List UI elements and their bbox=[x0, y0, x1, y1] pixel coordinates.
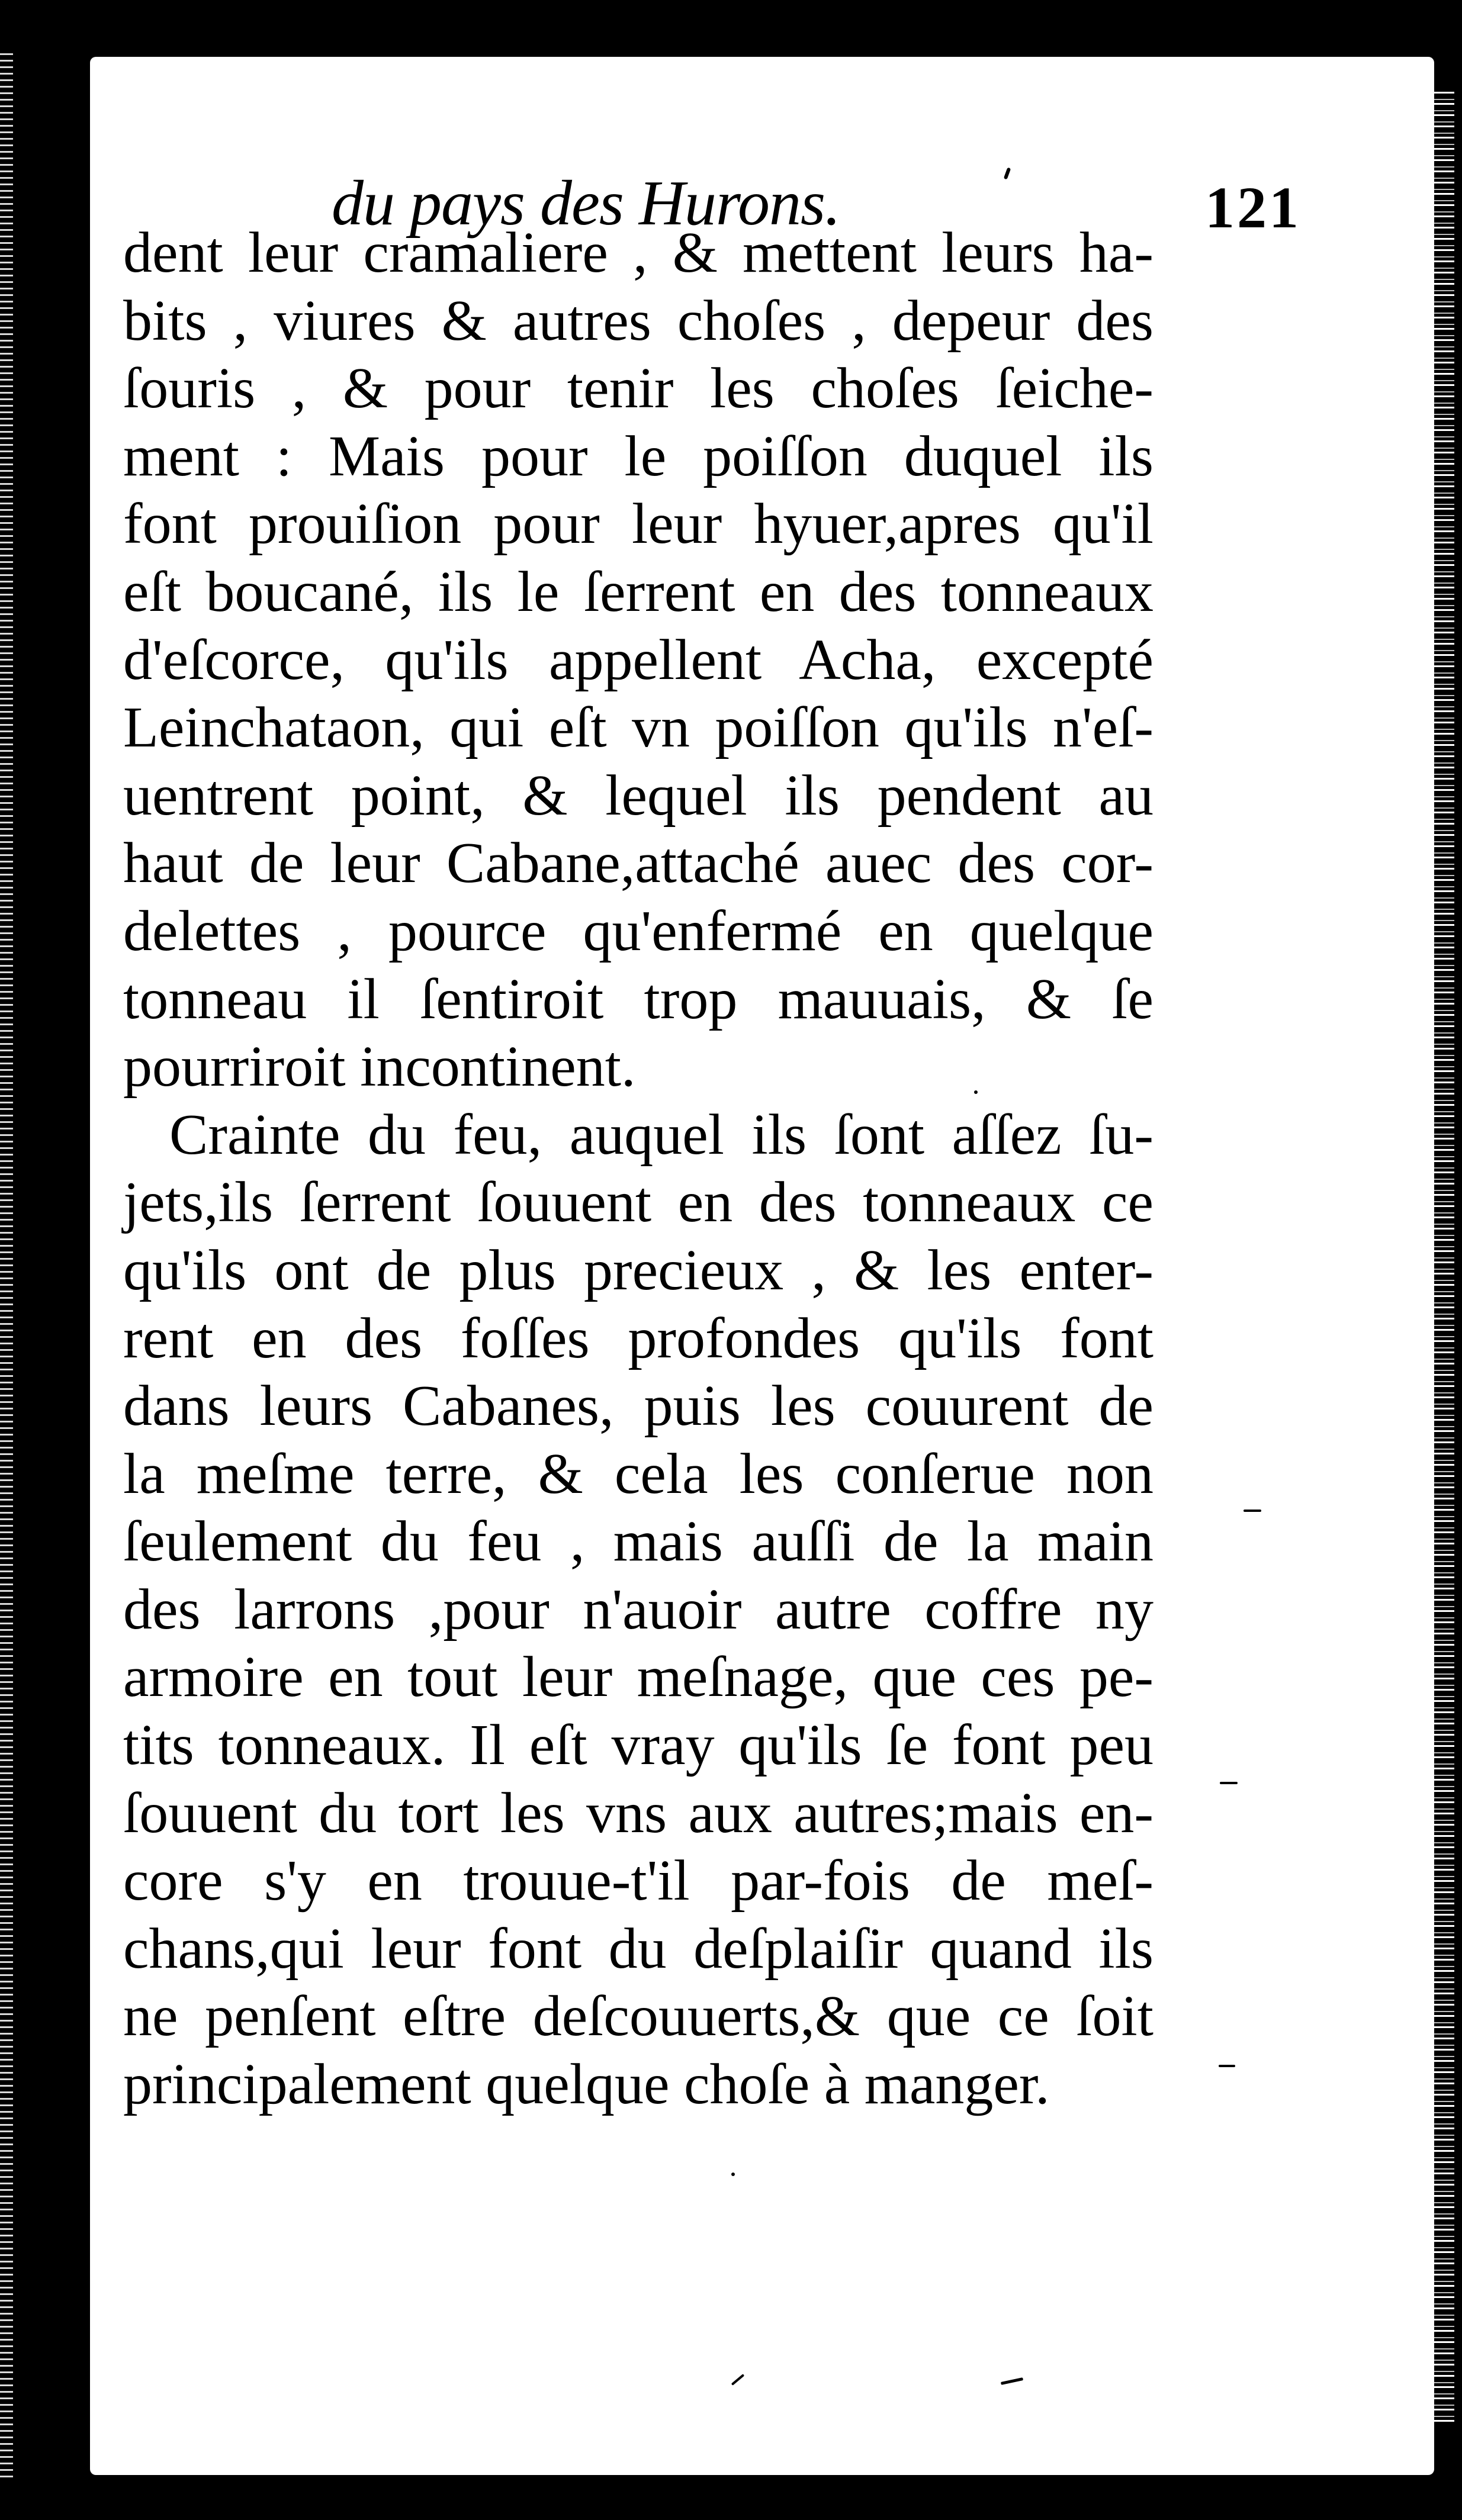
text-line: core s'y en trouue-t'il par-fois de meſ- bbox=[123, 1849, 1153, 1913]
body-text bbox=[123, 219, 1153, 2119]
ink-speck bbox=[1220, 1782, 1238, 1784]
text-line: d'eſcorce, qu'ils appellent Acha, excepté bbox=[123, 627, 1153, 692]
text-line: pourriroit incontinent. bbox=[123, 1035, 636, 1099]
ink-speck bbox=[1219, 2065, 1235, 2067]
text-line: tonneau il ſentiroit trop mauuais, & ſe bbox=[123, 967, 1153, 1031]
text-line: armoire en tout leur meſnage, que ces pe- bbox=[123, 1645, 1153, 1710]
text-line: tits tonneaux. Il eſt vray qu'ils ſe font peu bbox=[123, 1713, 1153, 1778]
text-line: dent leur cramaliere , & mettent leurs ha- bbox=[123, 221, 1153, 285]
text-line: font prouiſion pour leur hyuer,apres qu'il bbox=[123, 492, 1153, 556]
paragraph-first-line: Crainte du feu, auquel ils ſont aſſez ſu- bbox=[169, 1102, 1153, 1167]
text-line: jets,ils ſerrent ſouuent en des tonneaux ce bbox=[123, 1170, 1153, 1235]
text-line: ſouuent du tort les vns aux autres;mais en- bbox=[123, 1781, 1153, 1845]
binding-edge-left bbox=[0, 53, 13, 2480]
ink-speck bbox=[974, 1090, 978, 1094]
text-line: haut de leur Cabane,attaché auec des cor- bbox=[123, 831, 1153, 896]
text-line: principalement quelque choſe à manger. bbox=[123, 2052, 1050, 2117]
text-line: bits , viures & autres choſes , depeur des bbox=[123, 288, 1153, 353]
text-line: ne penſent eſtre deſcouuerts,& que ce ſoit bbox=[123, 1984, 1153, 2049]
text-line: la meſme terre, & cela les conſerue non bbox=[123, 1441, 1153, 1506]
text-line: des larrons ,pour n'auoir autre coffre ny bbox=[123, 1577, 1153, 1642]
text-line: chans,qui leur font du deſplaiſir quand ils bbox=[123, 1916, 1153, 1981]
text-line: qu'ils ont de plus precieux , & les enter- bbox=[123, 1238, 1153, 1302]
text-line: ſeulement du feu , mais auſſi de la main bbox=[123, 1510, 1153, 1574]
page-edges-right bbox=[1434, 89, 1454, 2427]
page-number: 121 bbox=[1205, 175, 1301, 240]
text-line: eſt boucané, ils le ſerrent en des tonneaux bbox=[123, 559, 1153, 624]
text-line: ment : Mais pour le poiſſon duquel ils bbox=[123, 424, 1153, 488]
text-line: ſouris , & pour tenir les choſes ſeiche- bbox=[123, 356, 1153, 421]
running-head: du pays des Hurons. bbox=[332, 168, 840, 239]
ink-speck bbox=[731, 2173, 735, 2176]
text-line: dans leurs Cabanes, puis les couurent de bbox=[123, 1374, 1153, 1438]
ink-speck bbox=[1243, 1510, 1261, 1512]
text-line: Leinchataon, qui eſt vn poiſſon qu'ils n'eſ- bbox=[123, 696, 1153, 760]
text-line: uentrent point, & lequel ils pendent au bbox=[123, 763, 1153, 828]
text-line: rent en des foſſes profondes qu'ils font bbox=[123, 1306, 1153, 1370]
text-line: delettes , pource qu'enfermé en quelque bbox=[123, 899, 1153, 963]
